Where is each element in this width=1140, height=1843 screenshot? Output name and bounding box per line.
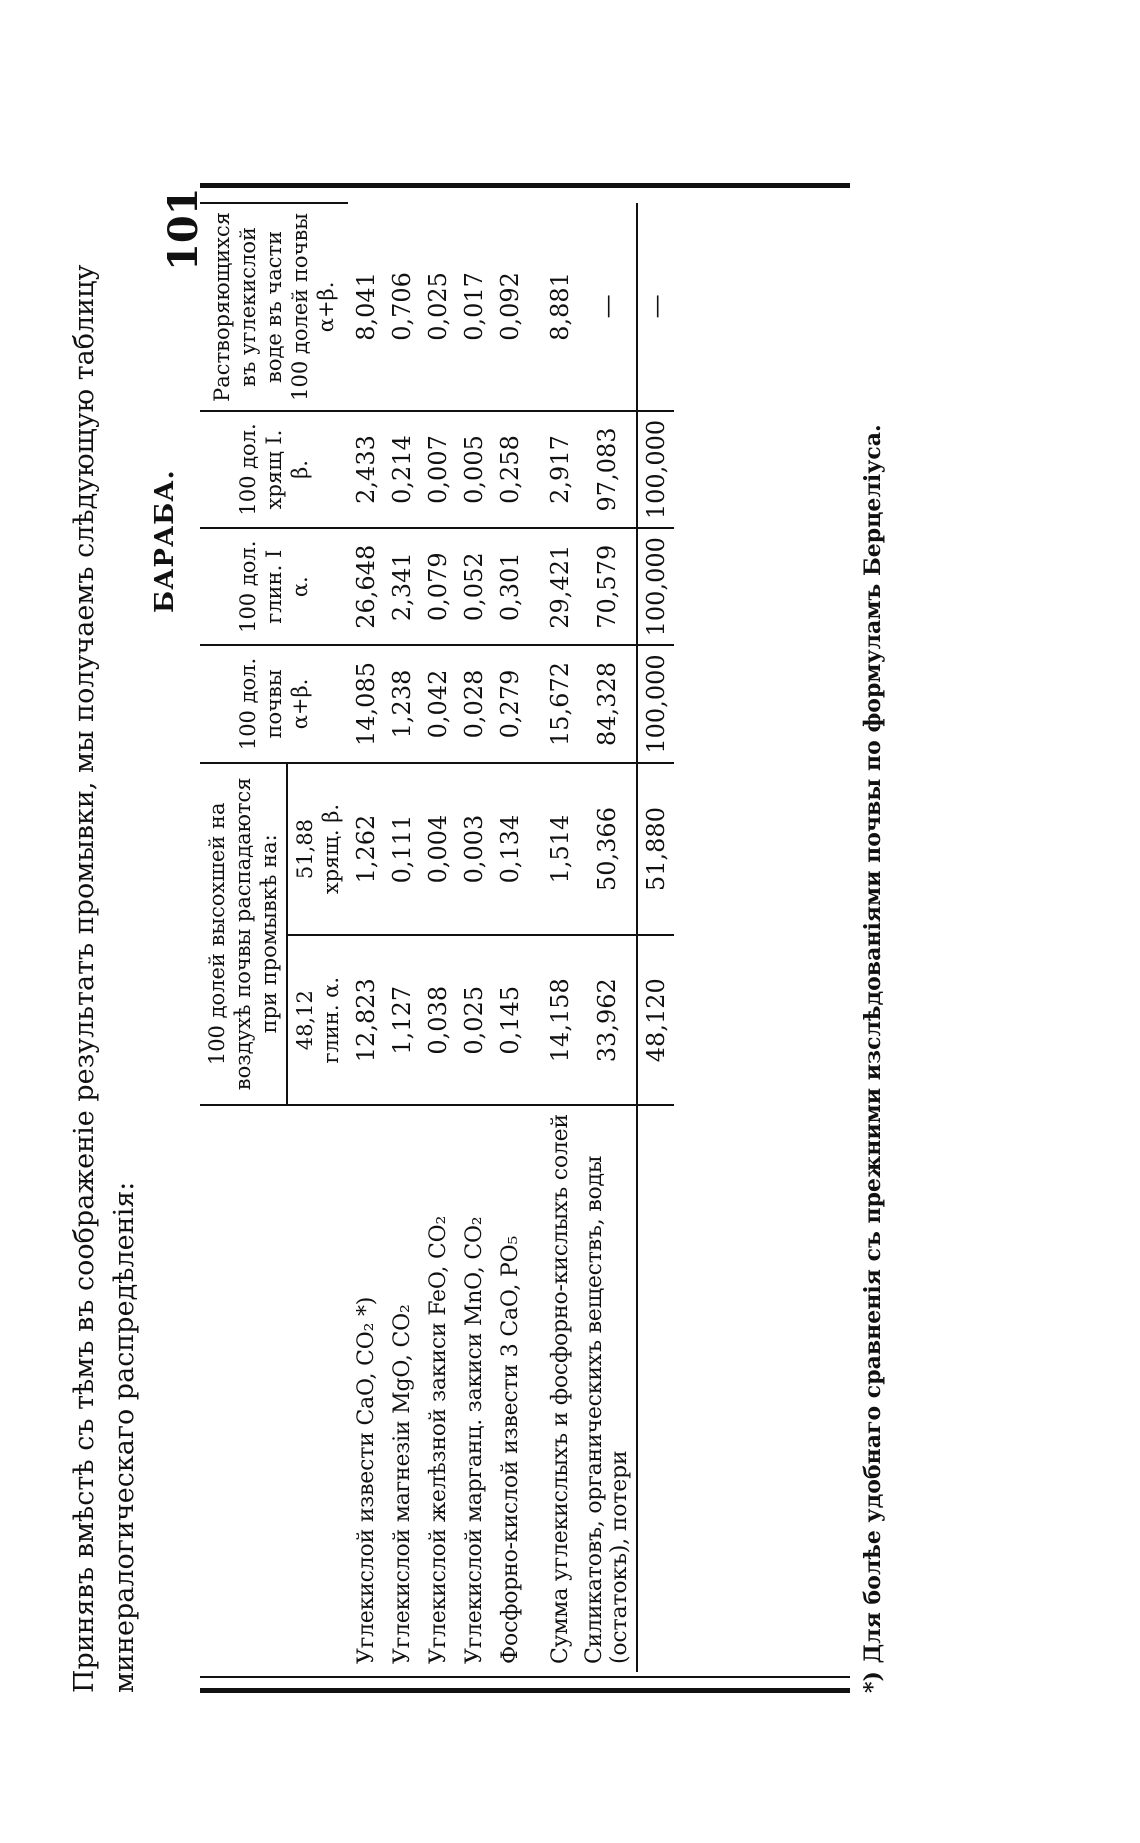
table-body [348, 203, 674, 1672]
label-column-header [200, 1105, 348, 1672]
cell-c: 29,421 [528, 528, 578, 645]
cell-c: 0,052 [456, 528, 492, 645]
cell-d: 0,258 [492, 411, 528, 528]
cell-a2: 0,003 [456, 763, 492, 936]
cell-b: 0,279 [492, 645, 528, 762]
col-d-header-bot: β. [288, 460, 312, 479]
row-label: Сумма углекислыхъ и фосфорно-кислыхъ солей [528, 1105, 578, 1672]
cell-a1: 0,038 [420, 935, 456, 1105]
cell-a2: 1,514 [528, 763, 578, 936]
col-a1-header-value: 48,12 [293, 990, 317, 1051]
col-c-header-top: 100 дол. [236, 540, 260, 633]
cell-e: 0,017 [460, 272, 488, 341]
cell-b: 84,328 [578, 645, 637, 762]
cell-a1: 0,025 [456, 935, 492, 1105]
cell-a2: 50,366 [578, 763, 637, 936]
cell-e: — [593, 294, 621, 319]
cell-a1: 14,158 [528, 935, 578, 1105]
cell-c: 70,579 [578, 528, 637, 645]
col-c-header-mid: глин. I [262, 549, 286, 624]
row-label: Силикатовъ, органическихъ веществъ, воды (остатокъ), потери [578, 1105, 637, 1672]
cell-e: 0,025 [424, 272, 452, 341]
col-c-header-bot: α. [288, 576, 312, 598]
table-row [492, 203, 528, 1672]
mineral-distribution-table [200, 183, 850, 1693]
col-e-header: Растворяющихся въ углекислой воде въ части 100 долей почвы α+β. [200, 203, 348, 411]
table-inner-rule [200, 1676, 850, 1678]
cell-d: 0,005 [456, 411, 492, 528]
cell-a1: 0,145 [492, 935, 528, 1105]
cell-b: 0,042 [420, 645, 456, 762]
row-label: Углекислой извести CaO, CO₂ *) [348, 1105, 384, 1672]
cell-a2: 0,004 [420, 763, 456, 936]
cell-d: 97,083 [578, 411, 637, 528]
col-d-header-top: 100 дол. [236, 423, 260, 516]
cell-a2: 0,111 [384, 763, 420, 936]
row-label: Углекислой марганц. закиси MnO, CO₂ [456, 1105, 492, 1672]
cell-a1: 1,127 [384, 935, 420, 1105]
cell-c: 26,648 [348, 528, 384, 645]
footnote: *) Для болѣе удобнаго сравненія съ прежними изслѣдованіями почвы по формуламъ Берцеліуса. [860, 424, 886, 1693]
cell-a2: 0,134 [492, 763, 528, 936]
page-number: 101 [160, 187, 207, 271]
intro-paragraph: Принявъ вмѣстѣ съ тѣмъ въ соображеніе результатъ промывки, мы получаемъ слѣдующую таблицу минералогическаго распредѣленія: [69, 264, 140, 1693]
running-title: БАРАБА. [150, 469, 180, 613]
cell-c: 0,079 [420, 528, 456, 645]
cell-b: 15,672 [528, 645, 578, 762]
cell-c: 2,341 [384, 528, 420, 645]
cell-e: 8,041 [352, 272, 380, 341]
cell-d: 0,007 [420, 411, 456, 528]
col-b-header-bot: α+β. [288, 678, 312, 730]
silicate-row [578, 203, 637, 1672]
table-row [384, 203, 420, 1672]
row-label: Углекислой магнезіи MgO, CO₂ [384, 1105, 420, 1672]
cell-d: 2,917 [528, 411, 578, 528]
col-b-header-top: 100 дол. [236, 657, 260, 751]
cell-d: 0,214 [384, 411, 420, 528]
cell-e: 0,092 [496, 272, 524, 341]
cell-b: 1,238 [384, 645, 420, 762]
col-b-header-mid: почвы [262, 669, 286, 739]
sum-row [528, 203, 578, 1672]
cell-a2: 51,880 [637, 763, 674, 936]
row-label: Углекислой желѣзной закиси FeO, CO₂ [420, 1105, 456, 1672]
col-a1-header-label: глин. α. [319, 976, 343, 1064]
table-row [456, 203, 492, 1672]
row-label: Фосфорно-кислой извести 3 CaO, PO₅ [492, 1105, 528, 1672]
cell-c: 0,301 [492, 528, 528, 645]
cell-b: 14,085 [348, 645, 384, 762]
table-row [348, 203, 384, 1672]
col-a2-header-label: хрящ. β. [319, 803, 343, 895]
cell-b: 0,028 [456, 645, 492, 762]
cell-a2: 1,262 [348, 763, 384, 936]
col-c-header [200, 528, 348, 645]
cell-e: — [642, 294, 670, 319]
total-row [637, 203, 674, 1672]
cell-d: 100,000 [637, 411, 674, 528]
col-a1-header [287, 935, 348, 1105]
col-a2-header-value: 51,88 [293, 818, 317, 880]
row-label [637, 1105, 674, 1672]
col-b-header [200, 645, 348, 762]
data-table [200, 202, 674, 1672]
table-row [420, 203, 456, 1672]
cell-d: 2,433 [348, 411, 384, 528]
col-d-header [200, 411, 348, 528]
cell-e: 8,881 [546, 272, 574, 341]
cell-e: 0,706 [388, 272, 416, 341]
cell-a1: 33,962 [578, 935, 637, 1105]
cell-a1: 12,823 [348, 935, 384, 1105]
col-d-header-mid: хрящ I. [262, 429, 286, 510]
cell-b: 100,000 [637, 645, 674, 762]
cell-c: 100,000 [637, 528, 674, 645]
col-a2-header [287, 763, 348, 936]
cell-a1: 48,120 [637, 935, 674, 1105]
col-a-group-header: 100 долей высохшей на воздухѣ почвы распадаются при промывкѣ на: [200, 763, 287, 1105]
